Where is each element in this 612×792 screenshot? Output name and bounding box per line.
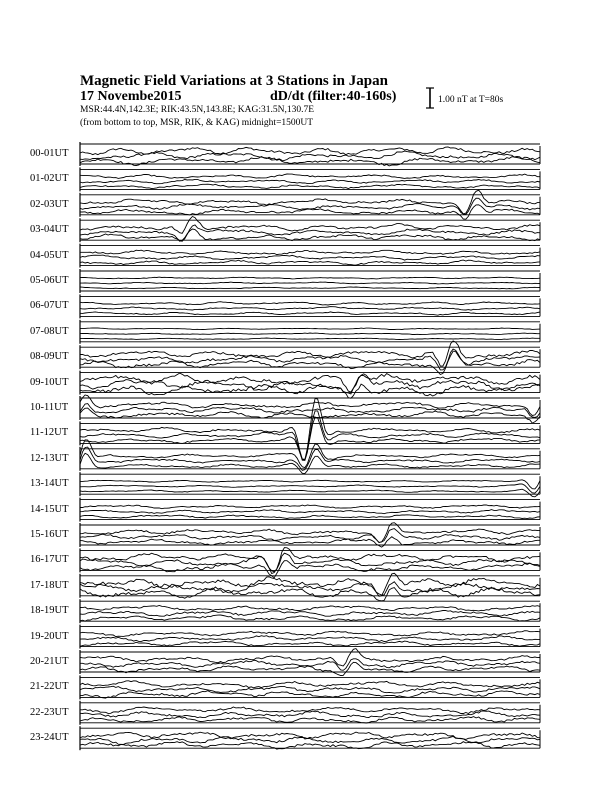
trace-rik bbox=[80, 447, 540, 470]
trace-kag bbox=[80, 328, 540, 330]
hour-label: 09-10UT bbox=[30, 376, 69, 388]
hour-label: 18-19UT bbox=[30, 605, 69, 617]
trace-msr bbox=[80, 157, 540, 166]
trace-rik bbox=[80, 333, 540, 335]
trace-rik bbox=[80, 375, 540, 394]
hour-label: 01-02UT bbox=[30, 173, 69, 185]
hour-label: 12-13UT bbox=[30, 452, 69, 464]
chart-title: Magnetic Field Variations at 3 Stations in Japan bbox=[80, 73, 388, 89]
trace-kag bbox=[80, 147, 540, 155]
hour-row bbox=[80, 573, 540, 601]
trace-kag bbox=[80, 631, 540, 637]
trace-msr bbox=[80, 184, 540, 188]
trace-msr bbox=[80, 489, 540, 497]
trace-kag bbox=[80, 302, 540, 305]
hour-label: 06-07UT bbox=[30, 300, 69, 312]
trace-kag bbox=[80, 341, 540, 366]
trace-msr bbox=[80, 717, 540, 723]
hour-row bbox=[80, 701, 540, 725]
hour-label: 13-14UT bbox=[30, 478, 69, 490]
hour-row bbox=[80, 244, 540, 268]
hour-label: 02-03UT bbox=[30, 198, 69, 210]
hour-row bbox=[80, 599, 540, 623]
hour-row bbox=[80, 142, 540, 166]
trace-kag bbox=[80, 649, 540, 666]
hour-label: 20-21UT bbox=[30, 656, 69, 667]
trace-msr bbox=[80, 351, 540, 374]
station-coordinates: MSR:44.4N,142.3E; RIK:43.5N,143.8E; KAG:31.5N,130.7E bbox=[80, 105, 315, 115]
hour-row bbox=[80, 217, 540, 243]
trace-msr bbox=[80, 287, 540, 289]
hour-label: 17-18UT bbox=[30, 579, 69, 591]
trace-kag bbox=[80, 548, 540, 574]
trace-msr bbox=[80, 537, 540, 547]
hour-label: 04-05UT bbox=[30, 249, 69, 261]
hour-row bbox=[80, 294, 540, 318]
trace-kag bbox=[80, 480, 540, 489]
hour-label: 00-01UT bbox=[30, 148, 69, 159]
hour-row bbox=[80, 472, 540, 497]
hour-row bbox=[80, 498, 540, 522]
trace-rik bbox=[80, 686, 540, 693]
trace-msr bbox=[80, 384, 540, 398]
hour-label: 15-16UT bbox=[30, 529, 69, 540]
hour-row bbox=[80, 523, 540, 547]
trace-msr bbox=[80, 641, 540, 646]
hour-label: 21-22UT bbox=[30, 681, 69, 693]
trace-rik bbox=[80, 282, 540, 284]
hour-row bbox=[80, 548, 540, 578]
hour-row bbox=[80, 675, 540, 699]
trace-kag bbox=[80, 440, 540, 468]
station-order-note: (from bottom to top, MSR, RIK, & KAG) midnight=1500UT bbox=[80, 118, 314, 128]
hour-label: 05-06UT bbox=[30, 275, 69, 286]
trace-rik bbox=[80, 307, 540, 311]
hour-row bbox=[80, 167, 540, 191]
trace-msr bbox=[80, 615, 540, 621]
trace-rik bbox=[80, 510, 540, 514]
hour-row bbox=[80, 440, 540, 474]
hour-label: 03-04UT bbox=[30, 224, 69, 236]
hour-row bbox=[80, 625, 540, 649]
trace-kag bbox=[80, 174, 540, 178]
hour-row bbox=[80, 341, 540, 375]
hour-row bbox=[80, 395, 540, 423]
hour-label: 08-09UT bbox=[30, 351, 69, 363]
hour-row bbox=[80, 190, 540, 219]
hour-row bbox=[80, 726, 540, 750]
chart-quantity: dD/dt (filter:40-160s) bbox=[270, 89, 397, 104]
trace-rik bbox=[80, 636, 540, 642]
hour-label: 07-08UT bbox=[30, 325, 69, 337]
trace-rik bbox=[80, 179, 540, 183]
trace-msr bbox=[80, 587, 540, 601]
hour-row bbox=[80, 649, 540, 676]
scale-bar bbox=[426, 88, 434, 108]
scale-bar-label: 1.00 nT at T=80s bbox=[438, 95, 504, 105]
trace-msr bbox=[80, 338, 540, 340]
trace-msr bbox=[80, 260, 540, 265]
hour-label: 10-11UT bbox=[30, 402, 69, 413]
hour-label: 11-12UT bbox=[30, 427, 69, 439]
trace-kag bbox=[80, 505, 540, 509]
hour-label: 23-24UT bbox=[30, 732, 69, 744]
chart-date: 17 Novembe2015 bbox=[80, 89, 182, 104]
hour-row bbox=[80, 398, 540, 460]
hour-label: 16-17UT bbox=[30, 554, 69, 566]
trace-kag bbox=[80, 606, 540, 611]
hour-row bbox=[80, 371, 540, 399]
trace-kag bbox=[80, 681, 540, 688]
trace-rik bbox=[80, 610, 540, 616]
trace-kag bbox=[80, 250, 540, 254]
trace-msr bbox=[80, 515, 540, 519]
hour-label: 22-23UT bbox=[30, 706, 69, 718]
trace-msr bbox=[80, 312, 540, 315]
hour-label: 14-15UT bbox=[30, 503, 69, 515]
trace-kag bbox=[80, 277, 540, 279]
hour-row bbox=[80, 320, 540, 344]
hour-label: 19-20UT bbox=[30, 630, 69, 642]
trace-rik bbox=[80, 255, 540, 260]
hour-row bbox=[80, 269, 540, 293]
trace-kag bbox=[80, 398, 540, 459]
